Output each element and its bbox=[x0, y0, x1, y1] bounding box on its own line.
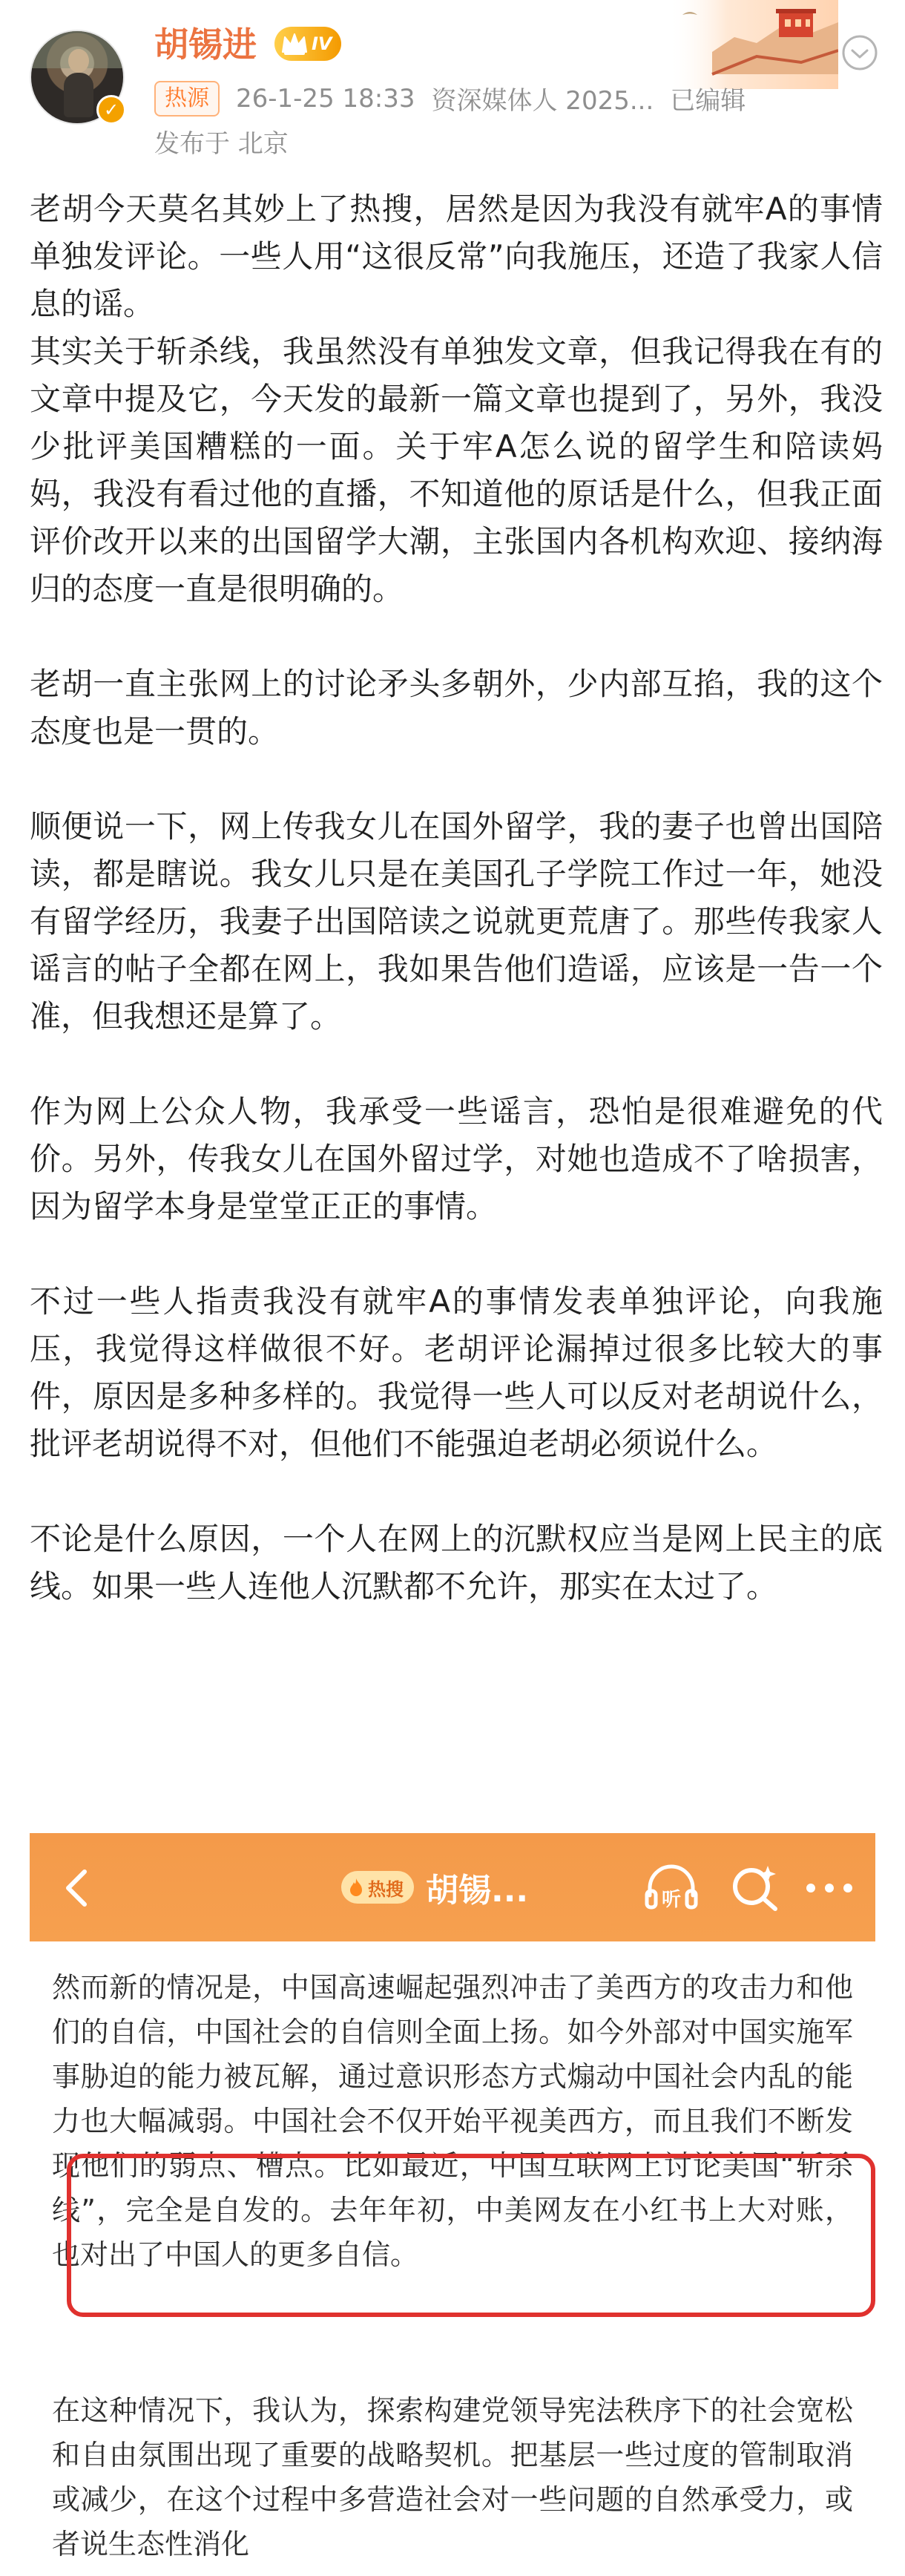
post-header bbox=[0, 0, 905, 186]
crown-level-icon bbox=[280, 31, 309, 56]
body-paragraph: 不论是什么原因，一个人在网上的沉默权应当是网上民主的底线。如果一些人连他人沉默都不允许，那实在太过了。 bbox=[30, 1521, 883, 1605]
hot-search-label: 热搜 bbox=[368, 1878, 404, 1900]
headphones-listen-icon[interactable] bbox=[644, 1864, 699, 1912]
avatar-figure bbox=[64, 73, 93, 117]
embed-paragraph: 在这种情况下，我认为，探索构建党领导宪法秩序下的社会宽松和自由氛围出现了重要的战略契机。把基层一些过度的管制取消或减少，在这个过程中多营造社会对一些问题的自然承受力，或者说生态性消化 bbox=[52, 2394, 853, 2560]
embed-title-text: 胡锡... bbox=[426, 1872, 529, 1910]
post-timestamp: 26-1-25 18:33 bbox=[236, 83, 415, 114]
more-horizontal-icon[interactable] bbox=[803, 1879, 855, 1897]
red-highlight-box bbox=[67, 2154, 875, 2317]
body-paragraph: 其实关于斩杀线，我虽然没有单独发文章，但我记得我在有的文章中提及它，今天发的最新一篇文章也提到了，另外，我没少批评美国糟糕的一面。关于牢A怎么说的留学生和陪读妈妈，我没有看过他的直播，不知道他的原话是什么，但我正面评价改开以来的出国留学大潮，主张国内各机构欢迎、接纳海归的态度一直是很明确的。 bbox=[30, 333, 883, 607]
verified-badge-icon: ✓ bbox=[96, 95, 126, 125]
embed-top-bar bbox=[30, 1833, 875, 1941]
post-body bbox=[30, 186, 883, 1610]
back-chevron-icon[interactable] bbox=[59, 1867, 96, 1909]
embed-title[interactable] bbox=[341, 1858, 528, 1916]
ai-search-icon[interactable] bbox=[729, 1863, 780, 1913]
great-wall-banner bbox=[668, 0, 838, 89]
body-paragraph: 顺便说一下，网上传我女儿在国外留学，我的妻子也曾出国陪读，都是瞎说。我女儿只是在美国孔子学院工作过一年，她没有留学经历，我妻子出国陪读之说就更荒唐了。那些传我家人谣言的帖子全都在网上，我如果告他们造谣，应该是一告一个准，但我想还是算了。 bbox=[30, 808, 883, 1035]
embedded-screenshot[interactable] bbox=[30, 1833, 875, 2576]
body-paragraph: 作为网上公众人物，我承受一些谣言，恐怕是很难避免的代价。另外，传我女儿在国外留过学，对她也造成不了啥损害，因为留学本身是堂堂正正的事情。 bbox=[30, 1093, 883, 1225]
edited-label[interactable]: 已编辑 bbox=[670, 86, 746, 116]
post-meta bbox=[154, 80, 746, 117]
author-name[interactable]: 胡锡进 bbox=[154, 24, 257, 65]
post-location: 发布于 北京 bbox=[154, 129, 289, 159]
hot-search-pill[interactable] bbox=[341, 1871, 414, 1904]
body-paragraph: 老胡今天莫名其妙上了热搜，居然是因为我没有就牢A的事情单独发评论。一些人用“这很反常”向我施压，还造了我家人信息的谣。 bbox=[30, 191, 883, 322]
body-paragraph: 老胡一直主张网上的讨论矛头多朝外，少内部互掐，我的这个态度也是一贯的。 bbox=[30, 666, 883, 750]
flame-icon bbox=[347, 1877, 365, 1898]
embed-paragraph: 然而新的情况是，中国高速崛起强烈冲击了美西方的攻击力和他们的自信，中国社会的自信则全面上扬。如今外部对中国实施军事胁迫的能力被瓦解，通过意识形态方式煽动中国社会内乱的能力也大幅减弱。中国社会不仅开始平视美西方，而且我们不断发现他们的弱点、槽点。比如最近，中国互联网上讨论美国“斩杀线”，完全是自发的。去年年初，中美网友在小红书上大对账，也对出了中国人的更多自信。 bbox=[52, 1971, 853, 2271]
listen-label: 听 bbox=[661, 1889, 682, 1911]
level-badge[interactable] bbox=[274, 27, 341, 61]
body-paragraph: 不过一些人指责我没有就牢A的事情发表单独评论，向我施压，我觉得这样做很不好。老胡评论漏掉过很多比较大的事件，原因是多种多样的。我觉得一些人可以反对老胡说什么，批评老胡说得不对，但他们不能强迫老胡必须说什么。 bbox=[30, 1283, 883, 1462]
hot-source-tag[interactable]: 热源 bbox=[154, 81, 220, 117]
avatar-head bbox=[68, 49, 89, 73]
more-circle-icon[interactable] bbox=[841, 34, 878, 71]
post-source: 资深媒体人 2025... bbox=[431, 86, 654, 116]
level-text: IV bbox=[312, 33, 332, 54]
